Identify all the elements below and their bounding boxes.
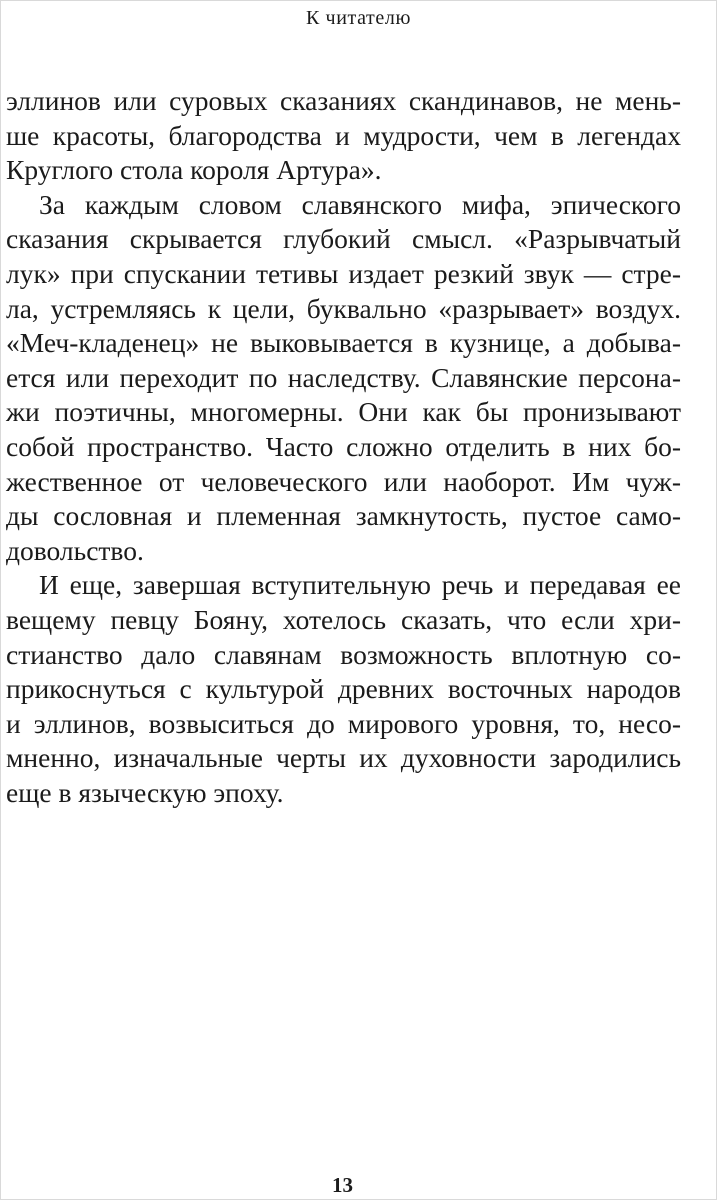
paragraph: [6, 568, 681, 810]
text-line: лук» при спускании тетивы издает резкий звук — стре-: [6, 257, 681, 289]
text-line: собой пространство. Часто сложно отделить в них бо-: [6, 430, 681, 462]
text-line: За каждым словом славянского мифа, эпического: [39, 188, 681, 220]
text-line: еще в языческую эпоху.: [6, 776, 284, 808]
text-line: ется или переходит по наследству. Славянские персона-: [6, 361, 681, 393]
text-line: Круглого стола короля Артура».: [6, 154, 382, 186]
text-line: мненно, изначальные черты их духовности зародились: [6, 742, 681, 774]
running-head: К читателю: [306, 7, 411, 29]
text-line: сказания скрывается глубокий смысл. «Разрывчатый: [6, 223, 681, 255]
text-line: прикоснуться с культурой древних восточных народов: [6, 673, 681, 705]
text-line: и эллинов, возвыситься до мирового уровня, то, несо-: [6, 707, 681, 739]
text-line: И еще, завершая вступительную речь и передавая ее: [39, 569, 681, 601]
text-line: «Меч-кладенец» не выковывается в кузнице, а добыва-: [6, 327, 681, 359]
paragraph: [6, 188, 681, 569]
page-number: 13: [332, 1173, 353, 1197]
text-line: ла, устремляясь к цели, буквально «разрывает» воздух.: [6, 292, 681, 324]
text-line: жественное от человеческого или наоборот. Им чуж-: [6, 465, 681, 497]
text-line: довольство.: [6, 534, 144, 566]
body-text: [6, 84, 681, 810]
text-line: жи поэтичны, многомерны. Они как бы пронизывают: [6, 396, 681, 428]
text-line: эллинов или суровых сказаниях скандинавов, не мень-: [6, 85, 681, 116]
text-line: вещему певцу Бояну, хотелось сказать, что если хри-: [6, 603, 681, 635]
paragraph: [6, 84, 681, 188]
text-line: стианство дало славянам возможность вплотную со-: [6, 638, 681, 670]
text-line: ше красоты, благородства и мудрости, чем в легендах: [6, 119, 681, 151]
text-line: ды сословная и племенная замкнутость, пустое само-: [6, 500, 681, 532]
